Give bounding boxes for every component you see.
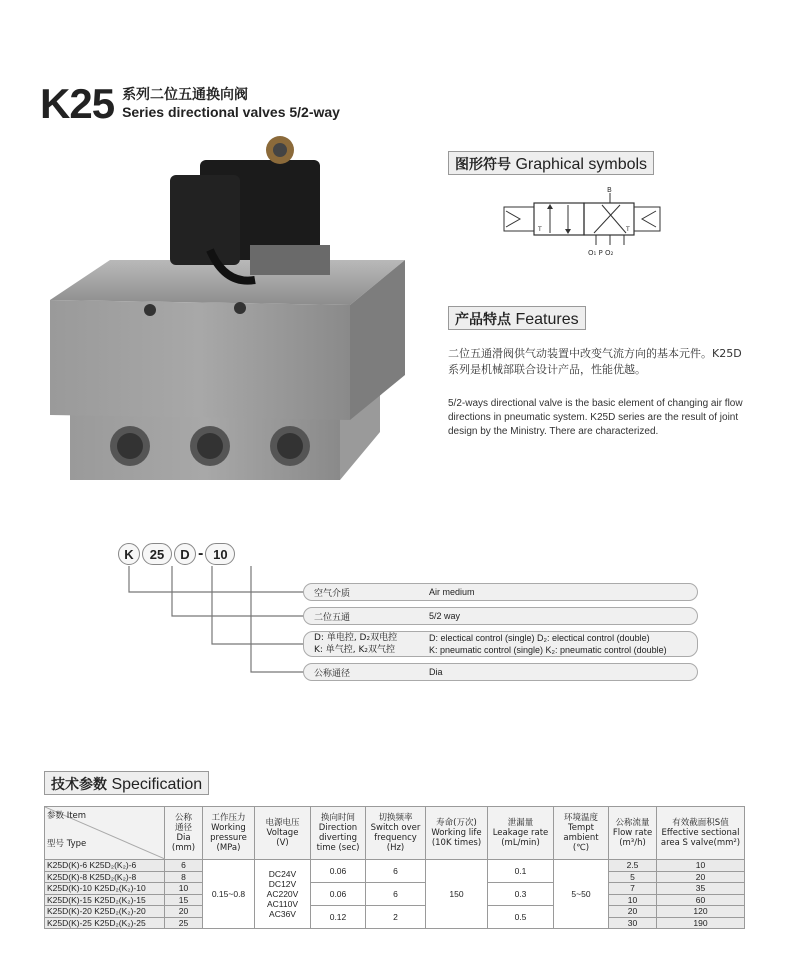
valve-symbol-diagram: [492, 185, 662, 263]
header-life: 寿命(万次) Working life (10K times): [426, 807, 488, 860]
code-part-control: D: [174, 543, 196, 565]
table-row: K25D(K)-6 K25D₂(K₂)-6 6 0.15~0.8 DC24V DC12V AC220V AC110V AC36V 0.06 6 150 0.1 5~50 2.5 10: [45, 860, 745, 872]
features-heading: 产品特点 Features: [448, 306, 586, 330]
code-row-control: D: 单电控, D₂双电控 K: 单气控, K₂双气控 D: electical control (single) D₂: electical control (double) K: pneumatic control (single) K₂: pneumatic control (double): [303, 631, 698, 657]
title-en: Series directional valves 5/2-way: [122, 104, 340, 120]
table-row: K25D(K)-25 K25D₂(K₂)-25 25 30 190: [45, 917, 745, 929]
specification-table: [44, 806, 745, 929]
code-row-medium: 空气介质 Air medium: [303, 583, 698, 601]
header-voltage: 电源电压 Voltage (V): [255, 807, 311, 860]
table-row: K25D(K)-15 K25D₂(K₂)-15 15 10 60: [45, 894, 745, 906]
table-row: K25D(K)-10 K25D₂(K₂)-10 10 0.06 6 0.3 7 35: [45, 883, 745, 895]
port-b-label: B: [607, 186, 612, 194]
table-row: K25D(K)-20 K25D₂(K₂)-20 20 0.12 2 0.5 20 120: [45, 906, 745, 918]
header-pressure: 工作压力 Working pressure (MPa): [203, 807, 255, 860]
specification-heading: 技术参数 Specification: [44, 771, 209, 795]
table-row: K25D(K)-8 K25D₂(K₂)-8 8 5 20: [45, 871, 745, 883]
code-part-k: K: [118, 543, 140, 565]
header-item-type: 参数 Item 型号 Type: [45, 807, 165, 860]
port-t-label-right: T: [626, 226, 630, 233]
code-row-dia: 公称通径 Dia: [303, 663, 698, 681]
port-t-label: T: [538, 226, 542, 233]
code-row-way: 二位五通 5/2 way: [303, 607, 698, 625]
header-frequency: 切换频率 Switch over frequency (Hz): [366, 807, 426, 860]
header-area: 有效截面积S值 Effective sectional area S valve(mm²): [657, 807, 745, 860]
valve-product-image: [50, 130, 410, 490]
header-temp: 环境温度 Tempt ambient (℃): [554, 807, 609, 860]
header-direction: 换向时间 Direction diverting time (sec): [311, 807, 366, 860]
header-flow: 公称流量 Flow rate (m³/h): [609, 807, 657, 860]
features-text-cn: 二位五通滑阀供气动装置中改变气流方向的基本元件。K25D系列是机械部联合设计产品，性能优越。: [448, 347, 742, 376]
title-cn: 系列二位五通换向阀: [122, 87, 249, 103]
code-part-series: 25: [142, 543, 172, 565]
code-part-dia: 10: [205, 543, 235, 565]
code-dash: -: [198, 546, 204, 562]
model-code: [118, 543, 235, 565]
page-title: [40, 80, 340, 128]
header-dia: 公称 通径 Dia (mm): [165, 807, 203, 860]
life-cell: 150: [426, 860, 488, 929]
voltage-cell: DC24V DC12V AC220V AC110V AC36V: [255, 860, 311, 929]
series-code: K25: [40, 80, 115, 127]
temp-cell: 5~50: [554, 860, 609, 929]
features-text-en: 5/2-ways directional valve is the basic element of changing air flow directions in pneumatic system. K25D series are the result of joint design by the Ministry. There are characterized.: [448, 398, 743, 437]
port-bottom-label: O₁ P O₂: [588, 249, 614, 257]
pressure-cell: 0.15~0.8: [203, 860, 255, 929]
graphical-symbols-heading: 图形符号 Graphical symbols: [448, 151, 654, 175]
header-leakage: 泄漏量 Leakage rate (mL/min): [488, 807, 554, 860]
